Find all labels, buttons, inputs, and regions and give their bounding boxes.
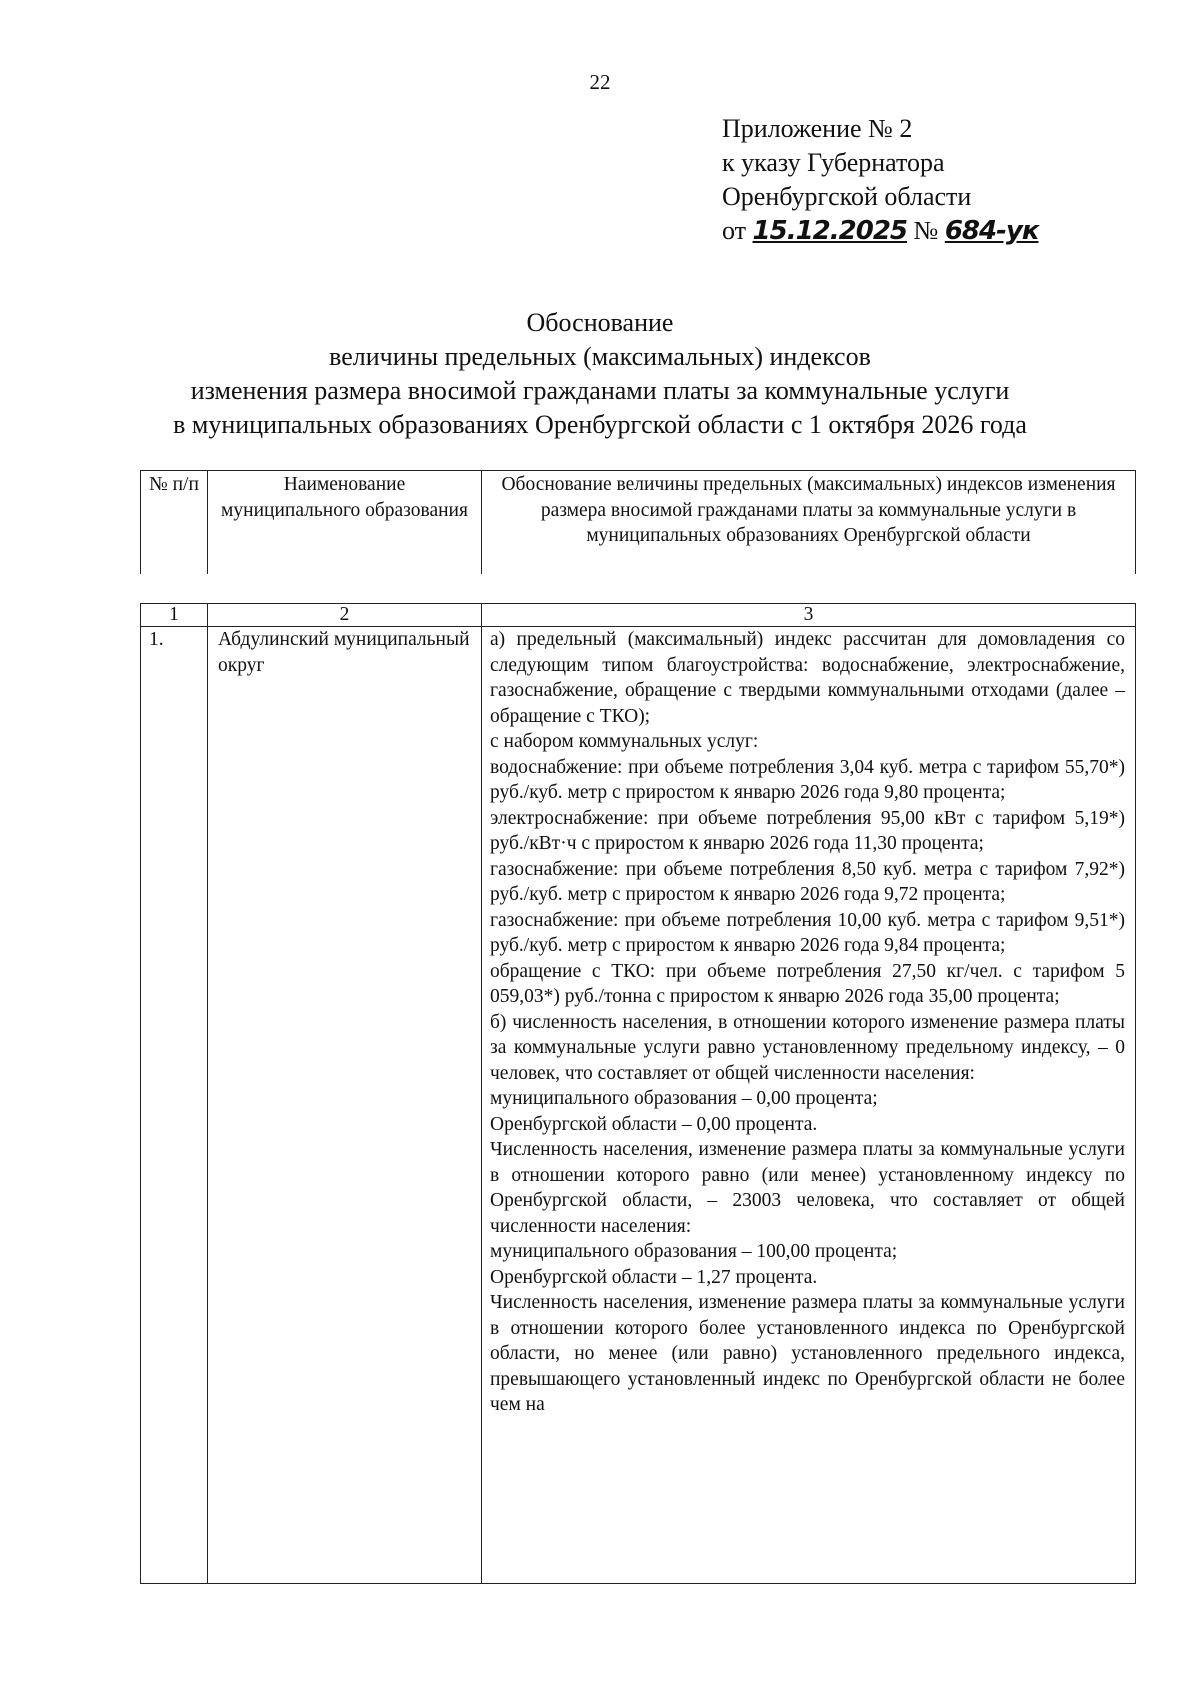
paragraph: с набором коммунальных услуг: [490, 731, 759, 752]
paragraph: а) предельный (максимальный) индекс рассчитан для домовладения со следующим типом благоустройства: водоснабжение, электроснабжение, газоснабжение, обращение с твердыми коммунальными отходами (далее – обращение с ТКО); [490, 629, 1125, 727]
header-col-name: Наименование муниципального образования [208, 471, 482, 575]
row-number: 1. [141, 627, 208, 1584]
number-prefix: № [913, 216, 939, 245]
paragraph: б) численность населения, в отношении которого изменение размера платы за коммунальные услуги равно установленному предельному индексу, – 0 человек, что составляет от общей численности населения: [490, 1011, 1125, 1084]
title-line-1: Обоснование [526, 308, 674, 337]
paragraph: водоснабжение: при объеме потребления 3,04 куб. метра с тарифом 55,70*) руб./куб. метр с приростом к январю 2026 года 9,80 процента; [490, 756, 1125, 803]
paragraph: газоснабжение: при объеме потребления 10,00 куб. метра с тарифом 9,51*) руб./куб. метр с приростом к январю 2026 года 9,84 процента; [490, 909, 1125, 956]
appendix-date-line [722, 214, 1039, 248]
data-table [140, 603, 1136, 1584]
title-line-4: в муниципальных образованиях Оренбургской области с 1 октября 2026 года [173, 410, 1027, 439]
paragraph: обращение с ТКО: при объеме потребления 27,50 кг/чел. с тарифом 5 059,03*) руб./тонна с приростом к январю 2026 года 35,00 процента; [490, 960, 1125, 1007]
document-title [0, 306, 1200, 442]
column-number: 3 [482, 604, 1136, 627]
paragraph: Оренбургской области – 0,00 процента. [490, 1113, 818, 1135]
table-row [141, 627, 1136, 1584]
municipality-name: Абдулинский муниципальный округ [208, 627, 482, 1584]
paragraph: Численность населения, изменение размера платы за коммунальные услуги в отношении которого более установленного индекса по Оренбургской области, но менее (или равно) установленного предельного индекса, превышающего установленный индекс по Оренбургской области не более чем на [490, 1292, 1125, 1415]
paragraph: муниципального образования – 100,00 процента; [490, 1241, 898, 1262]
header-col-number: № п/п [141, 471, 208, 575]
appendix-block [722, 112, 1039, 248]
appendix-line-2: к указу Губернатора [722, 148, 945, 177]
decree-date: 15.12.2025 [752, 216, 908, 246]
paragraph: муниципального образования – 0,00 процента; [490, 1088, 878, 1109]
appendix-line-3: Оренбургской области [722, 182, 972, 211]
column-number: 2 [208, 604, 482, 627]
paragraph: Численность населения, изменение размера платы за коммунальные услуги в отношении которого равно (или менее) установленному индексу по Оренбургской области, – 23003 человека, что составляет от общей численности населения: [490, 1139, 1125, 1237]
paragraph: электроснабжение: при объеме потребления 95,00 кВт с тарифом 5,19*) руб./кВт·ч с приростом к январю 2026 года 11,30 процента; [490, 807, 1125, 854]
paragraph: газоснабжение: при объеме потребления 8,50 куб. метра с тарифом 7,92*) руб./куб. метр с приростом к январю 2026 года 9,72 процента; [490, 858, 1125, 905]
table-header [140, 470, 1136, 574]
column-number-row [141, 604, 1136, 627]
title-line-2: величины предельных (максимальных) индексов [329, 342, 871, 371]
page-number: 22 [589, 70, 611, 94]
paragraph: Оренбургской области – 1,27 процента. [490, 1266, 818, 1288]
title-line-3: изменения размера вносимой гражданами платы за коммунальные услуги [190, 376, 1010, 405]
appendix-line-1: Приложение № 2 [722, 114, 913, 143]
date-prefix: от [722, 216, 747, 245]
justification-text [482, 627, 1136, 1584]
column-number: 1 [141, 604, 208, 627]
header-col-justification: Обоснование величины предельных (максимальных) индексов изменения размера вносимой гражданами платы за коммунальные услуги в муниципальных образованиях Оренбургской области [482, 471, 1136, 575]
decree-number: 684-ук [944, 216, 1039, 246]
